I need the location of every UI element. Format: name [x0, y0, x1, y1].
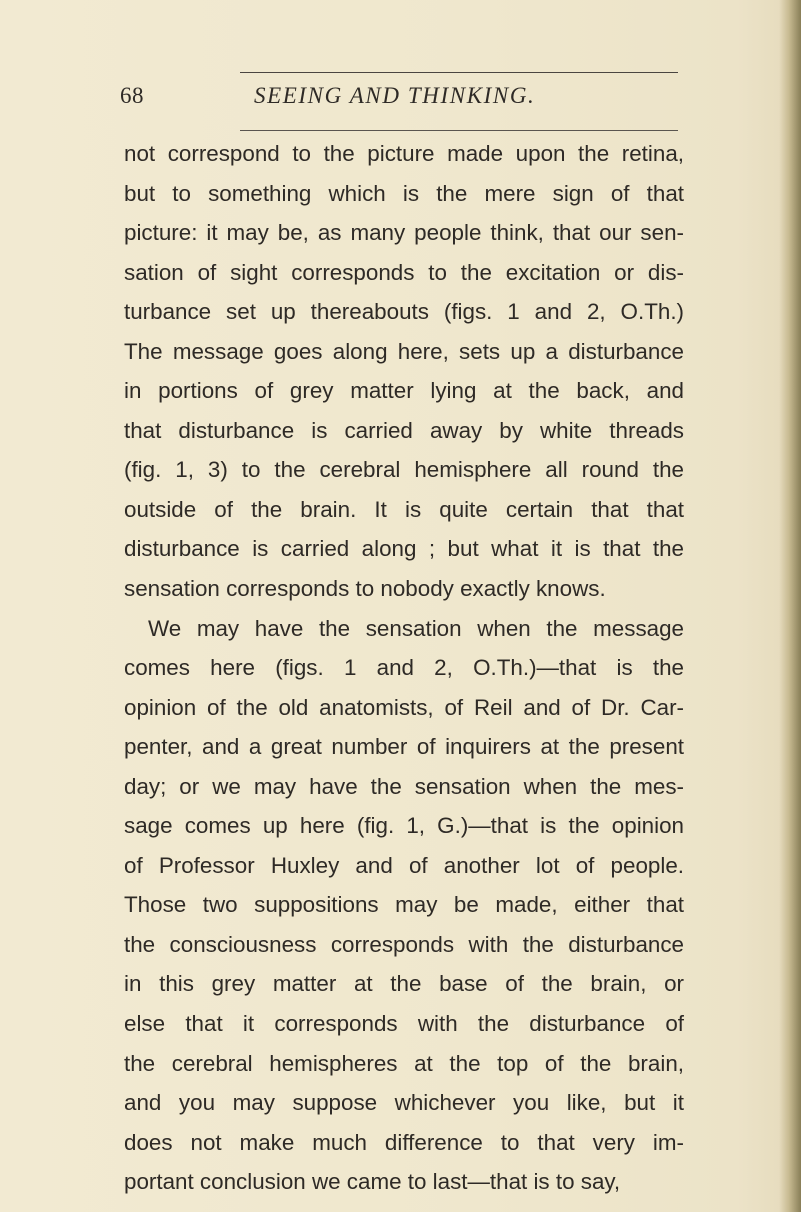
text-line: Those two suppositions may be made, either that	[124, 892, 684, 918]
text-line: disturbance is carried along ; but what it is that the	[124, 536, 684, 562]
text-line: not correspond to the picture made upon the retina,	[124, 141, 684, 166]
text-line: (fig. 1, 3) to the cerebral hemisphere all round the	[124, 457, 684, 483]
text-line: The message goes along here, sets up a disturbance	[124, 338, 684, 364]
text-line: portant conclusion we came to last—that is to say,	[124, 1169, 621, 1195]
text-line: turbance set up thereabouts (figs. 1 and 2, O.Th.)	[124, 299, 684, 325]
body-text	[124, 134, 684, 1202]
text-line: outside of the brain. It is quite certain that that	[124, 496, 684, 522]
text-line: sation of sight corresponds to the excitation or dis-	[124, 259, 684, 285]
text-line: picture: it may be, as many people think, that our sen-	[124, 220, 684, 246]
text-line: penter, and a great number of inquirers at the present	[124, 734, 684, 760]
text-line: of Professor Huxley and of another lot of people.	[124, 852, 684, 878]
text-line: We may have the sensation when the message	[148, 615, 684, 641]
text-line: else that it corresponds with the disturbance of	[124, 1011, 684, 1037]
text-line: in portions of grey matter lying at the back, and	[124, 378, 684, 404]
text-line: in this grey matter at the base of the brain, or	[124, 971, 684, 997]
page-edge-shadow	[779, 0, 801, 1212]
running-head	[120, 83, 680, 119]
text-line: day; or we may have the sensation when the mes-	[124, 773, 684, 799]
page-number: 68	[120, 83, 144, 108]
header-top-rule	[240, 72, 678, 73]
text-line: the cerebral hemispheres at the top of the brain,	[124, 1050, 684, 1076]
text-line: sage comes up here (fig. 1, G.)—that is the opinion	[124, 813, 684, 839]
text-line: that disturbance is carried away by white threads	[124, 417, 684, 443]
text-line: does not make much difference to that very im-	[124, 1129, 684, 1155]
text-line: opinion of the old anatomists, of Reil and of Dr. Car-	[124, 694, 684, 720]
text-line: and you may suppose whichever you like, but it	[124, 1090, 684, 1116]
text-line: sensation corresponds to nobody exactly knows.	[124, 576, 606, 602]
text-line: the consciousness corresponds with the disturbance	[124, 931, 684, 957]
text-line: comes here (figs. 1 and 2, O.Th.)—that is the	[124, 655, 684, 681]
header-bottom-rule	[240, 130, 678, 131]
running-title: SEEING AND THINKING.	[254, 83, 536, 108]
text-line: but to something which is the mere sign of that	[124, 180, 684, 206]
